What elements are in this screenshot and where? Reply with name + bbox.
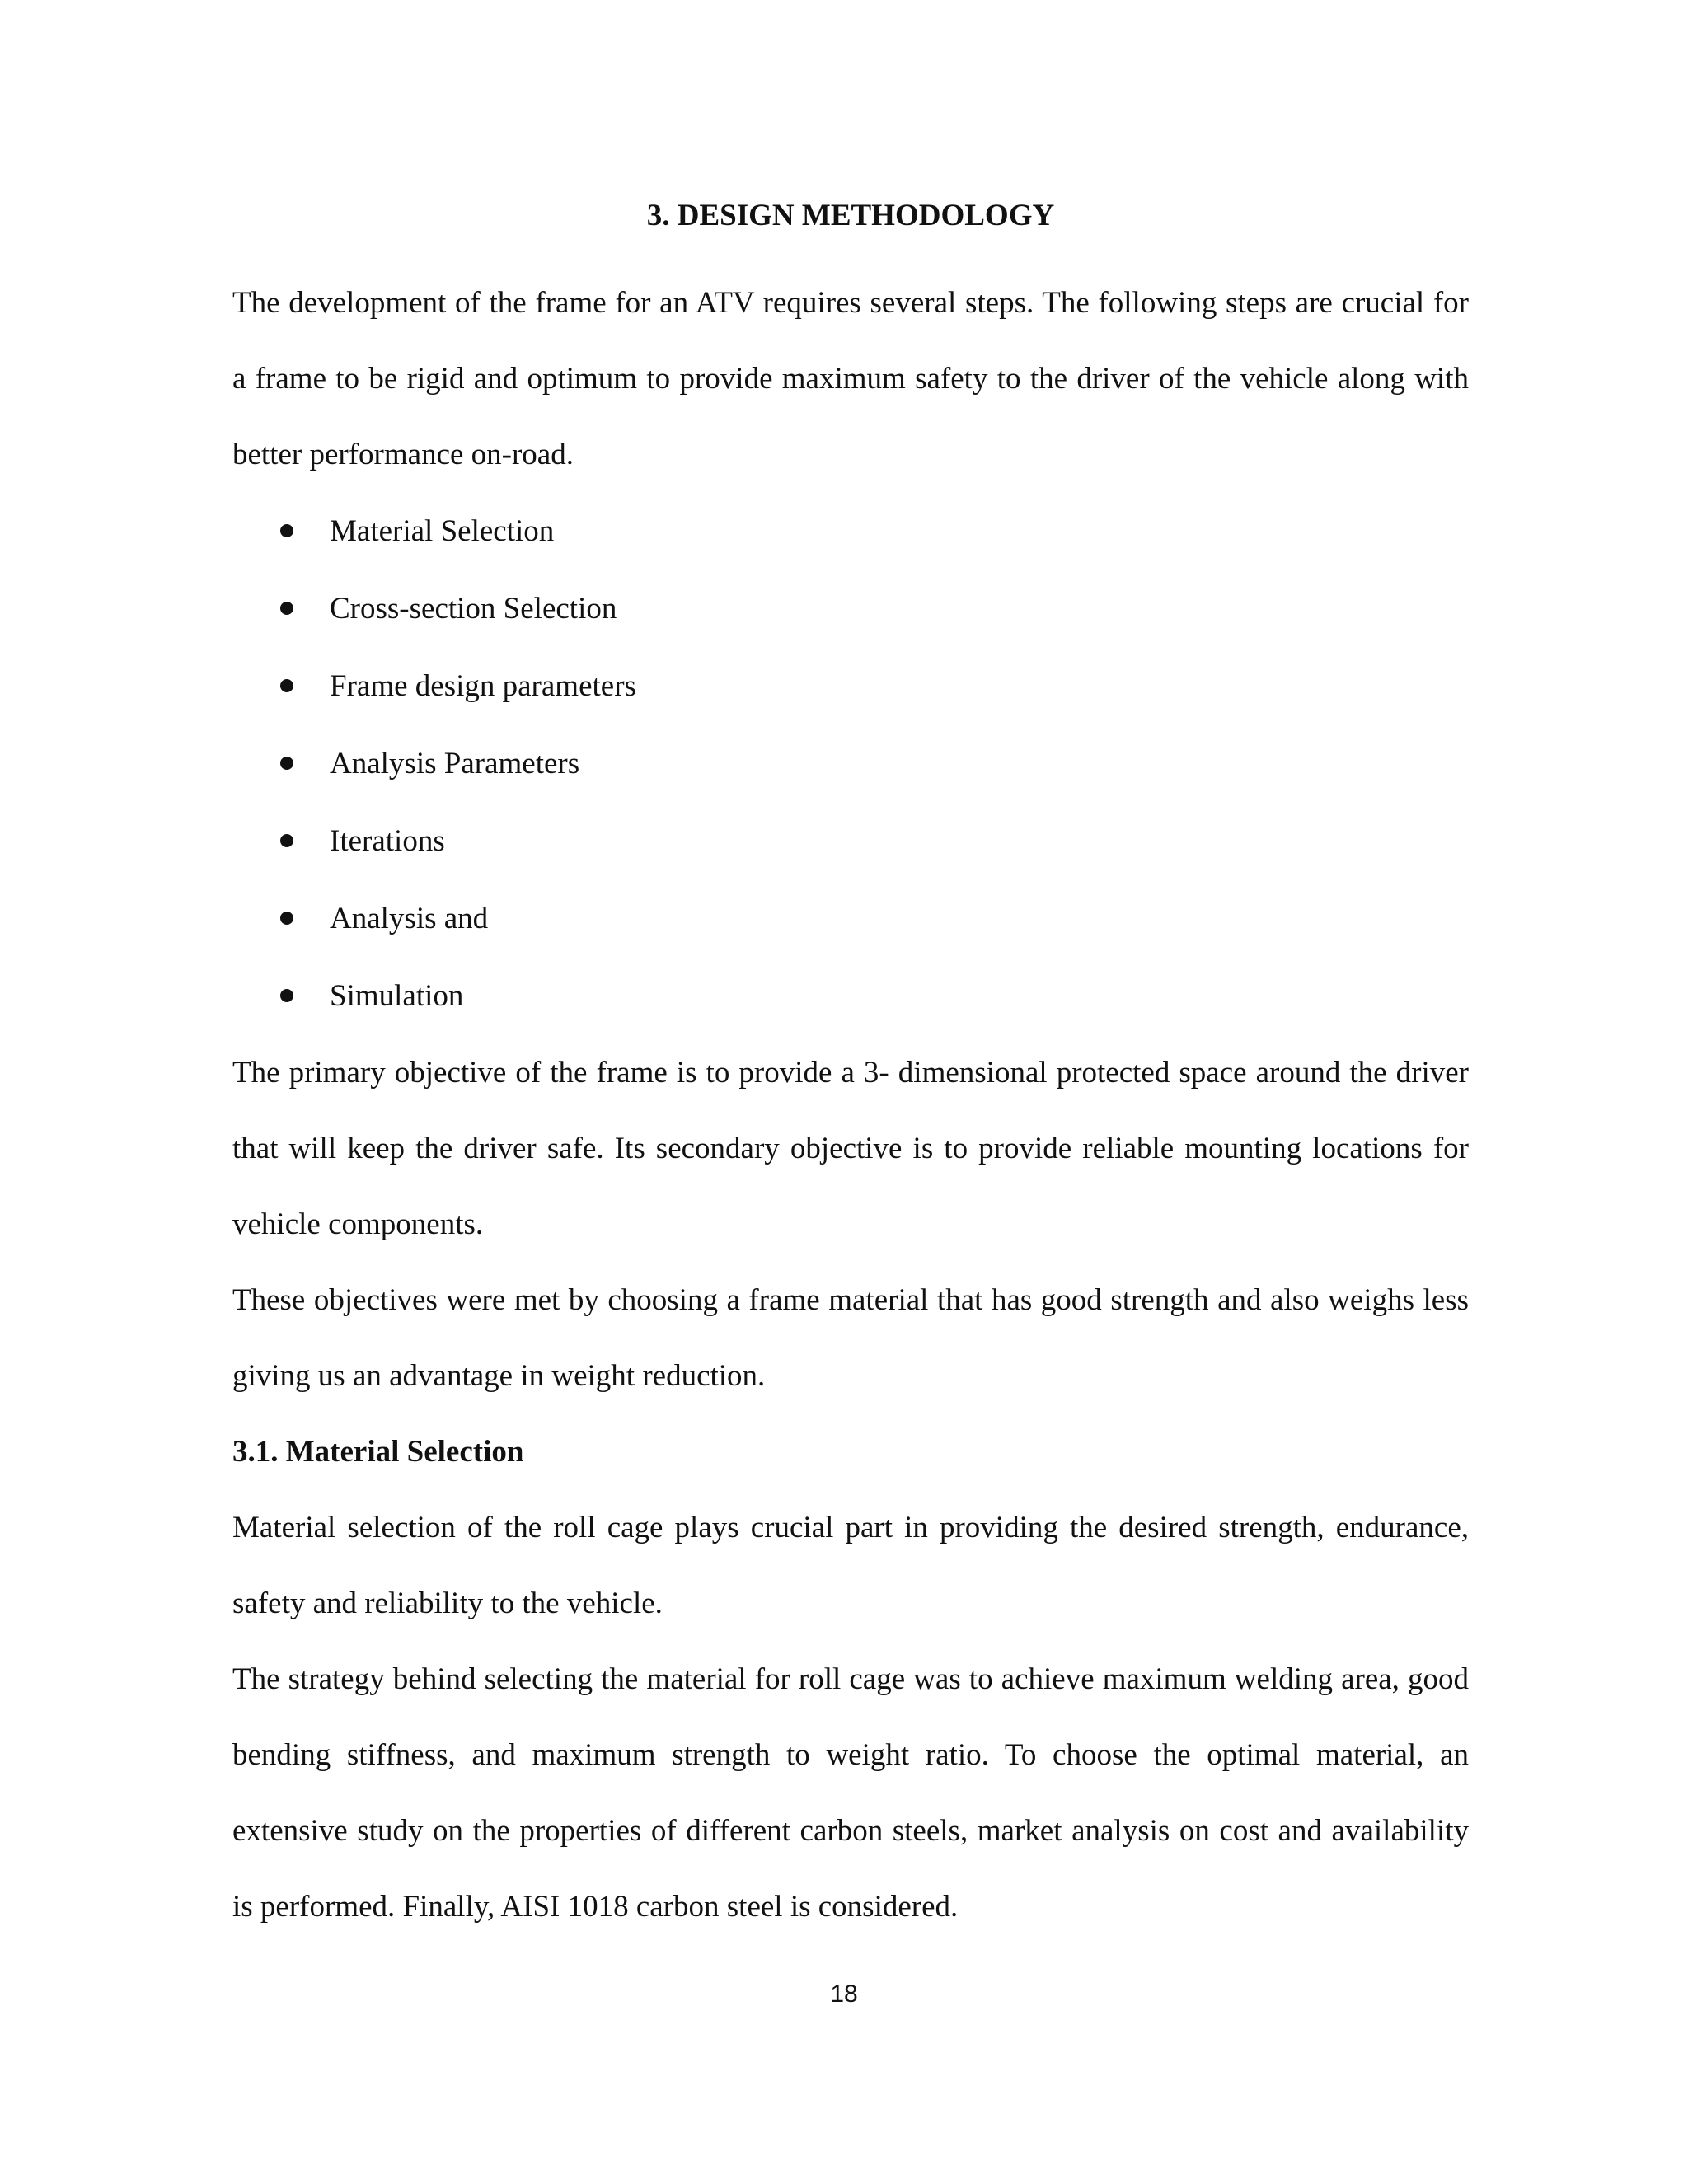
- bullet-icon: [280, 524, 293, 537]
- intro-paragraph: The development of the frame for an ATV requires several steps. The following steps are crucial for a frame to be rigid and optimum to provide maximum safety to the driver of the vehicle along with better performance on-road.: [232, 286, 1469, 471]
- list-item-text: Analysis and: [330, 902, 489, 935]
- chapter-title: 3. DESIGN METHODOLOGY: [646, 199, 1055, 232]
- bullet-icon: [280, 834, 293, 847]
- list-item: [232, 803, 1469, 880]
- bullet-icon: [280, 602, 293, 615]
- objective-paragraph: The primary objective of the frame is to provide a 3- dimensional protected space around the driver that will keep the driver safe. Its secondary objective is to provide reliable mounting locations for vehicle components.: [232, 1056, 1469, 1241]
- list-item-text: Material Selection: [330, 514, 555, 548]
- page-content: [232, 191, 1469, 1945]
- list-item: [232, 493, 1469, 570]
- list-item-text: Analysis Parameters: [330, 747, 580, 780]
- list-item-text: Frame design parameters: [330, 669, 636, 703]
- list-item-text: Iterations: [330, 824, 445, 858]
- bullet-icon: [280, 757, 293, 770]
- list-item: [232, 725, 1469, 803]
- objectives-met-paragraph: These objectives were met by choosing a frame material that has good strength and also weighs less giving us an advantage in weight reduction.: [232, 1283, 1469, 1393]
- section-heading: 3.1. Material Selection: [232, 1435, 524, 1469]
- material-selection-paragraph-2: The strategy behind selecting the material for roll cage was to achieve maximum welding area, good bending stiffness, and maximum strength to weight ratio. To choose the optimal material, an extensive study on the properties of different carbon steels, market analysis on cost and availability is performed. Finally, AISI 1018 carbon steel is considered.: [232, 1662, 1469, 1924]
- bullet-icon: [280, 679, 293, 692]
- page-number: 18: [830, 1980, 858, 2008]
- bullet-icon: [280, 912, 293, 925]
- steps-list: [232, 493, 1469, 1035]
- list-item: [232, 958, 1469, 1035]
- list-item: [232, 570, 1469, 648]
- list-item: [232, 880, 1469, 958]
- bullet-icon: [280, 989, 293, 1002]
- material-selection-paragraph-1: Material selection of the roll cage plays crucial part in providing the desired strength, endurance, safety and reliability to the vehicle.: [232, 1511, 1469, 1620]
- list-item-text: Simulation: [330, 979, 464, 1013]
- list-item-text: Cross-section Selection: [330, 592, 617, 626]
- list-item: [232, 648, 1469, 725]
